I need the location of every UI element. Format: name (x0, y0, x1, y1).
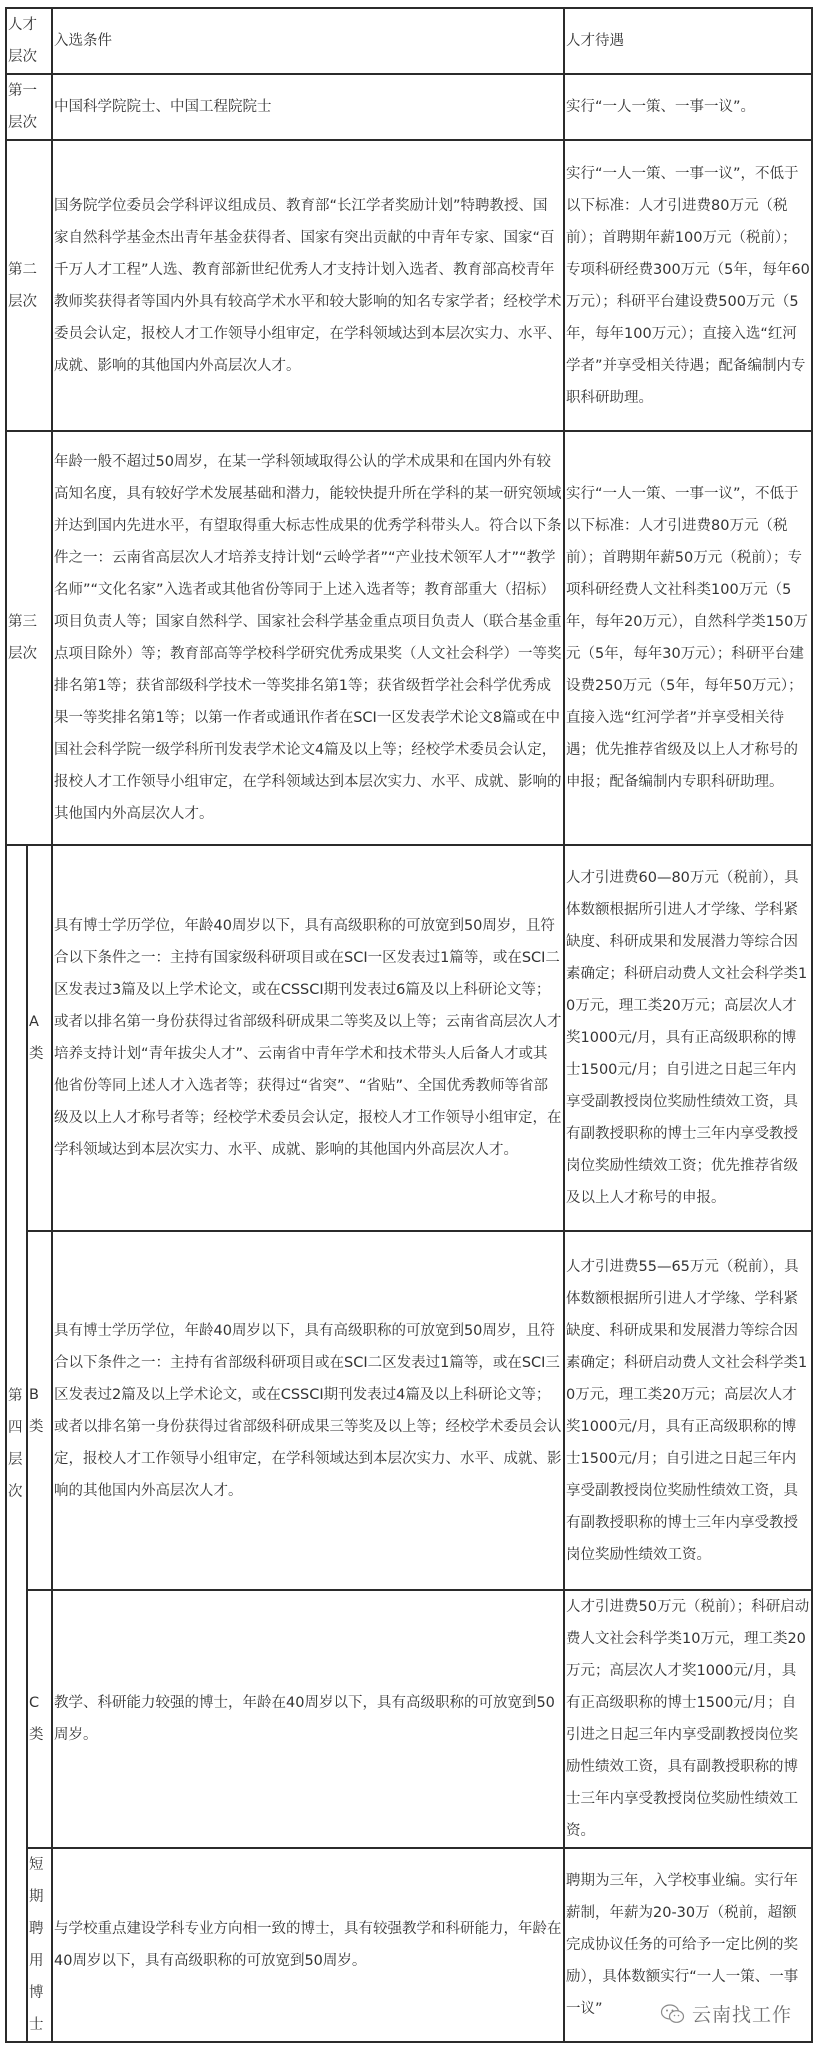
tier4-label: 第四层次 (8, 1387, 23, 1500)
table-row-tier1 (6, 74, 812, 140)
watermark-text: 云南找工作 (692, 2004, 793, 2026)
treatment-cell: 人才引进费50万元（税前）；科研启动费人文社会科学类10万元，理工类20万元；高层次人才奖1000元/月，具有正高级职称的博士1500元/月；自引进之日起三年内享受副教授岗位奖励性绩效工资，具有副教授职称的博士三年内享受教授岗位奖励性绩效工资。 (564, 1590, 812, 1848)
conditions-cell: 教学、科研能力较强的博士，年龄在40周岁以下，具有高级职称的可放宽到50周岁。 (52, 1590, 564, 1848)
class-label: A类 (27, 845, 52, 1231)
treatment-cell: 人才引进费60—80万元（税前），具体数额根据所引进人才学缘、学科紧缺度、科研成果和发展潜力等综合因素确定；科研启动费人文社会科学类10万元，理工类20万元；高层次人才奖1000元/月，具有正高级职称的博士1500元/月；自引进之日起三年内享受副教授岗位奖励性绩效工资，具有副教授职称的博士三年内享受教授岗位奖励性绩效工资；优先推荐省级及以上人才称号的申报。 (564, 845, 812, 1231)
conditions-cell: 具有博士学历学位，年龄40周岁以下，具有高级职称的可放宽到50周岁，且符合以下条件之一：主持有省部级科研项目或在SCI二区发表过1篇等，或在SCI三区发表过2篇及以上学术论文，或在CSSCI期刊发表过4篇及以上科研论文等；或者以排名第一身份获得过省部级科研成果三等奖及以上等；经校学术委员会认定，报校人才工作领导小组审定，在学科领域达到本层次实力、水平、成就、影响的其他国内外高层次人才。 (52, 1231, 564, 1590)
tier-label: 第二层次 (6, 140, 52, 431)
header-conditions: 入选条件 (52, 8, 564, 74)
table-row-tier4-b (6, 1231, 812, 1590)
tier-label (6, 845, 27, 2042)
class-label: C类 (27, 1590, 52, 1848)
watermark (656, 2000, 796, 2027)
talent-policy-table (5, 7, 813, 2043)
conditions-cell: 年龄一般不超过50周岁，在某一学科领域取得公认的学术成果和在国内外有较高知名度，具有较好学术发展基础和潜力，能较快提升所在学科的某一研究领域并达到国内先进水平，有望取得重大标志性成果的优秀学科带头人。符合以下条件之一：云南省高层次人才培养支持计划“云岭学者”“产业技术领军人才”“教学名师”“文化名家”入选者或其他省份等同于上述入选者等；教育部重大（招标）项目负责人等；国家自然科学、国家社会科学基金重点项目负责人（联合基金重点项目除外）等；教育部高等学校科学研究优秀成果奖（人文社会科学）一等奖排名第1等；获省部级科学技术一等奖排名第1等；获省级哲学社会科学优秀成果一等奖排名第1等；以第一作者或通讯作者在SCI一区发表学术论文8篇或在中国社会科学院一级学科所刊发表学术论文4篇及以上等；经校学术委员会认定，报校人才工作领导小组审定，在学科领域达到本层次实力、水平、成就、影响的其他国内外高层次人才。 (52, 431, 564, 845)
treatment-cell: 实行“一人一策、一事一议”。 (564, 74, 812, 140)
treatment-cell: 人才引进费55—65万元（税前），具体数额根据所引进人才学缘、学科紧缺度、科研成果和发展潜力等综合因素确定；科研启动费人文社会科学类10万元，理工类20万元；高层次人才奖1000元/月，具有正高级职称的博士1500元/月；自引进之日起三年内享受副教授岗位奖励性绩效工资，具有副教授职称的博士三年内享受教授岗位奖励性绩效工资。 (564, 1231, 812, 1590)
conditions-cell: 中国科学院院士、中国工程院院士 (52, 74, 564, 140)
tier-label: 第三层次 (6, 431, 52, 845)
table-row-tier4-c (6, 1590, 812, 1848)
header-treatment: 人才待遇 (564, 8, 812, 74)
table-row-tier3 (6, 431, 812, 845)
treatment-cell: 实行“一人一策、一事一议”，不低于以下标准：人才引进费80万元（税前）；首聘期年薪50万元（税前）；专项科研经费人文社科类100万元（5年，每年20万元），自然科学类150万元（5年，每年30万元）；科研平台建设费250万元（5年，每年50万元）；直接入选“红河学者”并享受相关待遇；优先推荐省级及以上人才称号的申报；配备编制内专职科研助理。 (564, 431, 812, 845)
treatment-cell: 实行“一人一策、一事一议”，不低于以下标准：人才引进费80万元（税前）；首聘期年薪100万元（税前）；专项科研经费300万元（5年，每年60万元）；科研平台建设费500万元（5年，每年100万元）；直接入选“红河学者”并享受相关待遇；配备编制内专职科研助理。 (564, 140, 812, 431)
table-row-tier4-a (6, 845, 812, 1231)
treatment-cell: 聘期为三年，入学校事业编。实行年薪制，年薪为20-30万（税前，超额完成协议任务的可给予一定比例的奖励），具体数额实行“一人一策、一事一议” (564, 1848, 812, 2042)
tier-label: 第一层次 (6, 74, 52, 140)
table-row-tier2 (6, 140, 812, 431)
header-level: 人才层次 (6, 8, 52, 74)
conditions-cell: 与学校重点建设学科专业方向相一致的博士，具有较强教学和科研能力，年龄在40周岁以下，具有高级职称的可放宽到50周岁。 (52, 1848, 564, 2042)
conditions-cell: 具有博士学历学位，年龄40周岁以下，具有高级职称的可放宽到50周岁，且符合以下条件之一：主持有国家级科研项目或在SCI一区发表过1篇等，或在SCI二区发表过3篇及以上学术论文，或在CSSCI期刊发表过6篇及以上科研论文等；或者以排名第一身份获得过省部级科研成果二等奖及以上等；云南省高层次人才培养支持计划“青年拔尖人才”、云南省中青年学术和技术带头人后备人才或其他省份等同上述人才入选者等；获得过“省突”、“省贴”、全国优秀教师等省部级及以上人才称号者等；经校学术委员会认定，报校人才工作领导小组审定，在学科领域达到本层次实力、水平、成就、影响的其他国内外高层次人才。 (52, 845, 564, 1231)
class-label: 短期聘用博士 (27, 1848, 52, 2042)
header-row (6, 8, 812, 74)
class-label: B类 (27, 1231, 52, 1590)
wechat-icon (660, 2003, 686, 2025)
conditions-cell: 国务院学位委员会学科评议组成员、教育部“长江学者奖励计划”特聘教授、国家自然科学基金杰出青年基金获得者、国家有突出贡献的中青年专家、国家“百千万人才工程”人选、教育部新世纪优秀人才支持计划入选者、教育部高校青年教师奖获得者等国内外具有较高学术水平和较大影响的知名专家学者；经校学术委员会认定，报校人才工作领导小组审定，在学科领域达到本层次实力、水平、成就、影响的其他国内外高层次人才。 (52, 140, 564, 431)
